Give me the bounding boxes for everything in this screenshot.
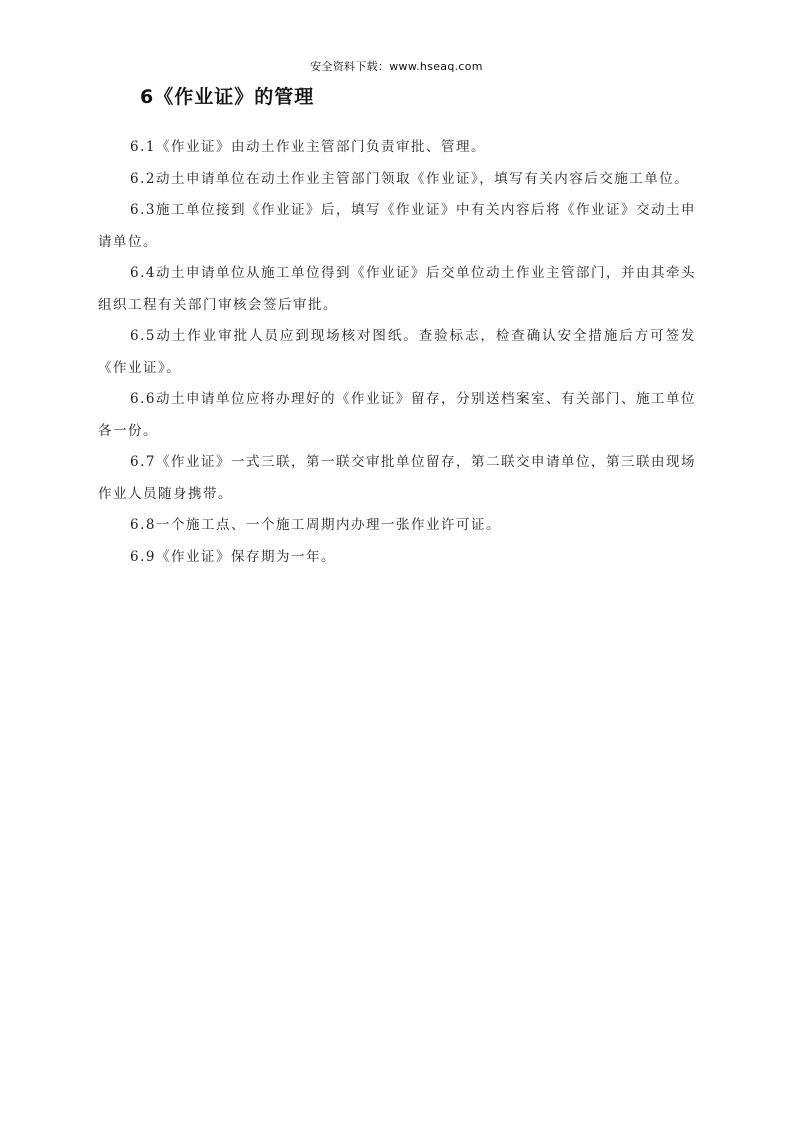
paragraph-6-2: 6.2动土申请单位在动土作业主管部门领取《作业证》，填写有关内容后交施工单位。 xyxy=(130,170,690,187)
paragraph-6-7: 6.7《作业证》一式三联，第一联交审批单位留存，第二联交申请单位，第三联由现场作业人员随身携带。 xyxy=(98,454,696,502)
page-header: 安全资料下载：www.hseaq.com xyxy=(310,60,483,73)
paragraph-6-1: 6.1《作业证》由动土作业主管部门负责审批、管理。 xyxy=(130,139,486,155)
paragraph-6-6: 6.6动土申请单位应将办理好的《作业证》留存，分别送档案室、有关部门、施工单位各一份。 xyxy=(98,391,696,439)
paragraph-6-5: 6.5动土作业审批人员应到现场核对图纸。查验标志，检查确认安全措施后方可签发《作业证》。 xyxy=(98,328,696,376)
section-title: 6《作业证》的管理 xyxy=(140,86,315,108)
paragraph-6-8: 6.8一个施工点、一个施工周期内办理一张作业许可证。 xyxy=(130,517,501,533)
paragraph-6-9: 6.9《作业证》保存期为一年。 xyxy=(130,548,336,565)
paragraph-6-3: 6.3施工单位接到《作业证》后，填写《作业证》中有关内容后将《作业证》交动土申请单位。 xyxy=(98,202,696,250)
section-body xyxy=(98,132,696,573)
paragraph-6-4: 6.4动土申请单位从施工单位得到《作业证》后交单位动土作业主管部门，并由其牵头组织工程有关部门审核会签后审批。 xyxy=(98,265,696,313)
